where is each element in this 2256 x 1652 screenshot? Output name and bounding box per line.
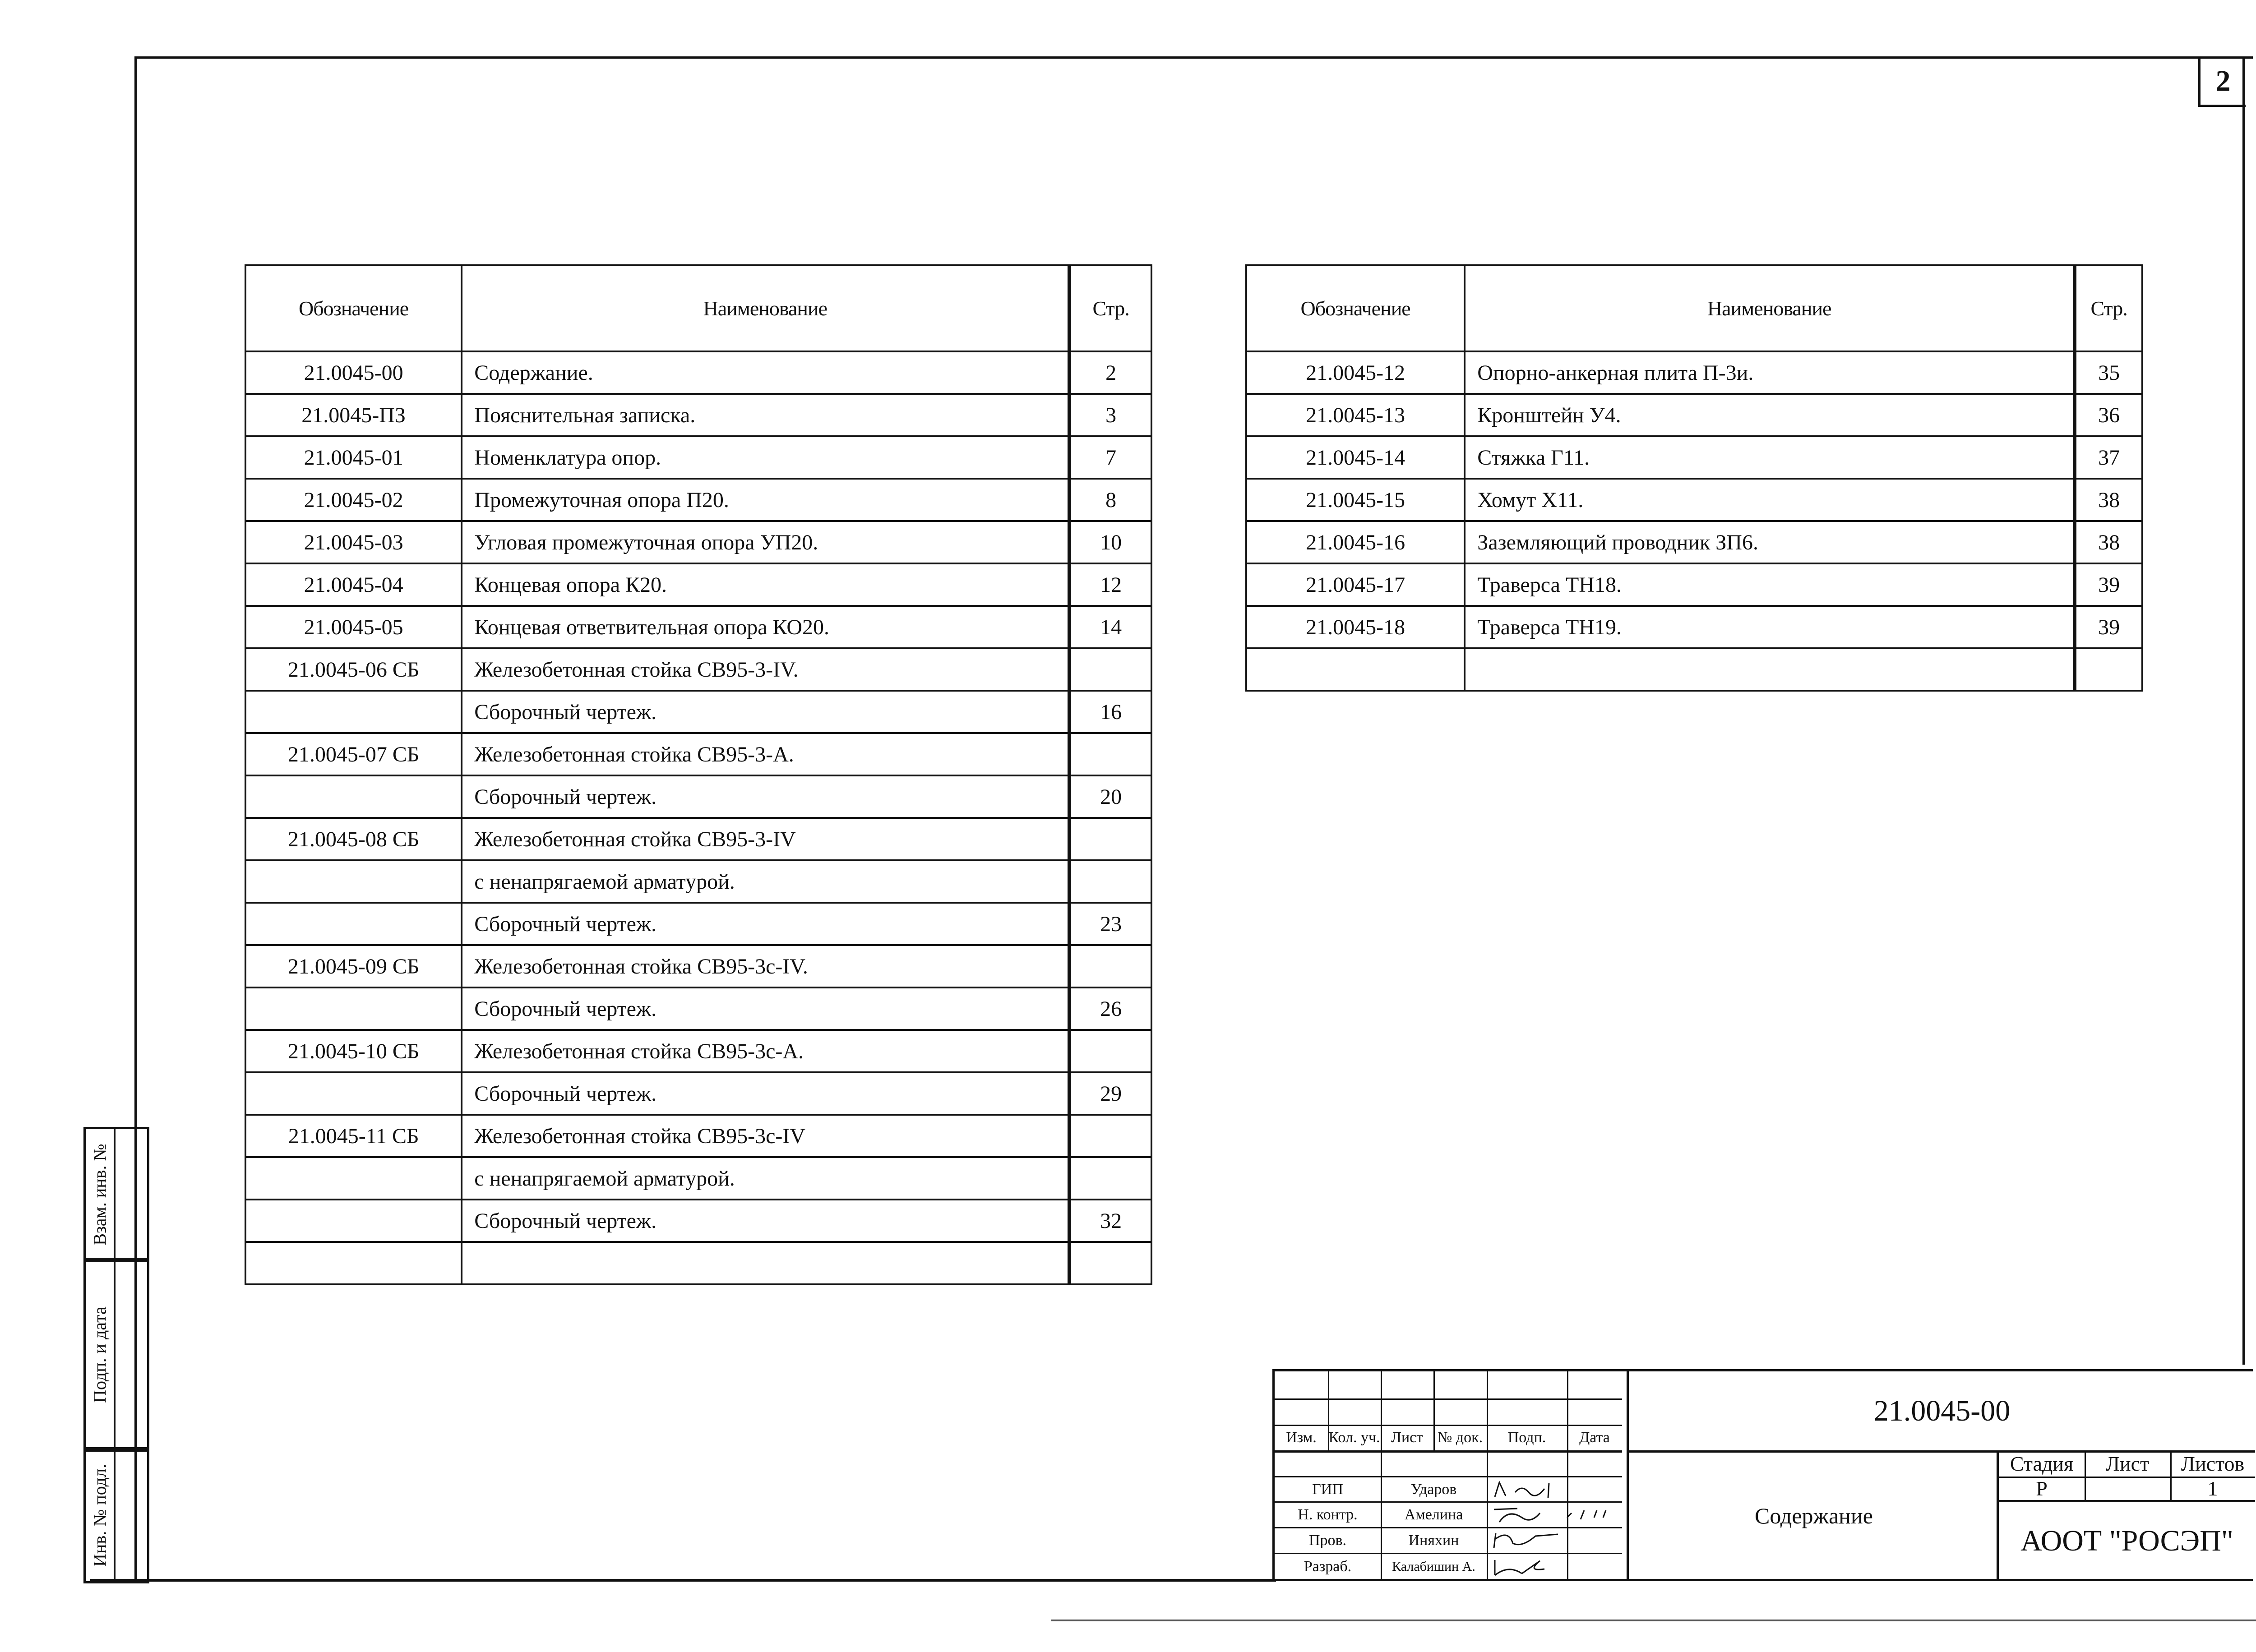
- cell-code: [245, 1072, 462, 1115]
- table-row: [245, 1157, 1151, 1200]
- cell-code: [245, 1242, 462, 1284]
- cell-page: 14: [1069, 606, 1151, 648]
- cell-page: 39: [2075, 606, 2142, 648]
- table-row: [245, 733, 1151, 775]
- cell-code: [245, 903, 462, 945]
- cell-page: 36: [2075, 394, 2142, 436]
- table-row: [1246, 606, 2142, 648]
- cell-page: 26: [1069, 988, 1151, 1030]
- cell-code: [245, 860, 462, 903]
- role-n-kontr: Н. контр.: [1298, 1506, 1358, 1523]
- cell-code: 21.0045-16: [1246, 521, 1465, 563]
- frame-bottom-edge: [90, 1579, 1276, 1582]
- cell-name: Железобетонная стойка СВ95-3с-IV: [462, 1115, 1069, 1157]
- side-label-sign-date: Подп. и дата: [89, 1306, 110, 1403]
- header-code: Обозначение: [245, 265, 462, 351]
- cell-page: [2075, 648, 2142, 691]
- title-block-bottom-edge: [1275, 1579, 2253, 1581]
- cell-name: Траверса ТН19.: [1465, 606, 2075, 648]
- cell-code: 21.0045-01: [245, 436, 462, 479]
- table-row: [245, 691, 1151, 733]
- cell-page: [1069, 1030, 1151, 1072]
- table-row: [1246, 563, 2142, 606]
- cell-page: 38: [2075, 521, 2142, 563]
- cell-page: [1069, 945, 1151, 988]
- cell-name: Траверса ТН18.: [1465, 563, 2075, 606]
- sheet-value: [2085, 1477, 2172, 1502]
- hdr-izm: Изм.: [1286, 1429, 1317, 1446]
- cell-code: 21.0045-04: [245, 563, 462, 606]
- contents-table-right: [1245, 264, 2143, 692]
- title-block: [1272, 1369, 2253, 1581]
- organization-name: АООТ "РОСЭП": [2020, 1524, 2233, 1557]
- cell-page: 16: [1069, 691, 1151, 733]
- header-name: Наименование: [462, 265, 1069, 351]
- cell-page: 20: [1069, 775, 1151, 818]
- cell-code: 21.0045-08 СБ: [245, 818, 462, 860]
- header-code: Обозначение: [1246, 265, 1465, 351]
- cell-code: 21.0045-09 СБ: [245, 945, 462, 988]
- cell-code: 21.0045-05: [245, 606, 462, 648]
- cell-page: 37: [2075, 436, 2142, 479]
- cell-page: [1069, 1242, 1151, 1284]
- cell-name: Концевая опора К20.: [462, 563, 1069, 606]
- role-razrab: Разраб.: [1304, 1558, 1352, 1575]
- table-row: [245, 1030, 1151, 1072]
- cell-name: Кронштейн У4.: [1465, 394, 2075, 436]
- frame-right-edge: [2242, 56, 2245, 1365]
- cell-code: 21.0045-02: [245, 479, 462, 521]
- cell-code: 21.0045-03: [245, 521, 462, 563]
- cell-page: [1069, 818, 1151, 860]
- cell-page: 8: [1069, 479, 1151, 521]
- table-row: [245, 1200, 1151, 1242]
- cell-name: Содержание.: [462, 351, 1069, 394]
- cell-name: Сборочный чертеж.: [462, 903, 1069, 945]
- cell-code: 21.0045-13: [1246, 394, 1465, 436]
- cell-name: Железобетонная стойка СВ95-3-IV.: [462, 648, 1069, 691]
- stage-label: Стадия: [1999, 1450, 2086, 1478]
- table-row: [245, 860, 1151, 903]
- cell-code: 21.0045-18: [1246, 606, 1465, 648]
- cell-name: Сборочный чертеж.: [462, 988, 1069, 1030]
- hdr-list: Лист: [1391, 1429, 1424, 1446]
- person-gip: Ударов: [1410, 1481, 1457, 1498]
- cell-page: 3: [1069, 394, 1151, 436]
- stage-value: Р: [1999, 1477, 2086, 1502]
- cell-code: [245, 1157, 462, 1200]
- hdr-sign: Подп.: [1507, 1429, 1546, 1446]
- role-prov: Пров.: [1308, 1532, 1347, 1549]
- cell-name: Номенклатура опор.: [462, 436, 1069, 479]
- cell-page: 39: [2075, 563, 2142, 606]
- side-label-replaced-inv: Взам. инв. №: [89, 1144, 110, 1246]
- cell-page: 29: [1069, 1072, 1151, 1115]
- cell-name: Пояснительная записка.: [462, 394, 1069, 436]
- cell-code: 21.0045-00: [245, 351, 462, 394]
- cell-code: 21.0045-12: [1246, 351, 1465, 394]
- person-prov: Иняхин: [1408, 1532, 1459, 1549]
- cell-page: 10: [1069, 521, 1151, 563]
- cell-page: [1069, 1157, 1151, 1200]
- table-row: [245, 988, 1151, 1030]
- table-header-row: [245, 265, 1151, 351]
- table-row: [1246, 521, 2142, 563]
- scan-edge-line: [1051, 1620, 2256, 1621]
- stage-block: [1997, 1450, 2255, 1581]
- cell-code: 21.0045-14: [1246, 436, 1465, 479]
- table-header-row: [1246, 265, 2142, 351]
- table-row: [1246, 479, 2142, 521]
- cell-name: Железобетонная стойка СВ95-3-А.: [462, 733, 1069, 775]
- header-name: Наименование: [1465, 265, 2075, 351]
- cell-name: Заземляющий проводник ЗП6.: [1465, 521, 2075, 563]
- cell-name: с ненапрягаемой арматурой.: [462, 860, 1069, 903]
- header-page: Стр.: [1069, 265, 1151, 351]
- signature-razrab: [1490, 1555, 1563, 1577]
- cell-code: [245, 988, 462, 1030]
- cell-code: 21.0045-10 СБ: [245, 1030, 462, 1072]
- table-row: [245, 351, 1151, 394]
- table-row: [245, 818, 1151, 860]
- table-row: [245, 1242, 1151, 1284]
- table-row: [245, 1072, 1151, 1115]
- cell-name: Сборочный чертеж.: [462, 1200, 1069, 1242]
- cell-page: [1069, 648, 1151, 691]
- table-row: [245, 436, 1151, 479]
- sheets-label: Листов: [2170, 1450, 2255, 1478]
- document-title: Содержание: [1627, 1450, 1999, 1581]
- cell-name: Железобетонная стойка СВ95-3с-А.: [462, 1030, 1069, 1072]
- cell-page: 7: [1069, 436, 1151, 479]
- cell-code: 21.0045-15: [1246, 479, 1465, 521]
- cell-name: Концевая ответвительная опора КО20.: [462, 606, 1069, 648]
- table-row: [245, 521, 1151, 563]
- table-row: [1246, 351, 2142, 394]
- cell-code: [245, 775, 462, 818]
- page-number: 2: [2198, 58, 2246, 107]
- cell-page: 23: [1069, 903, 1151, 945]
- side-stamp-inv-orig: [83, 1447, 149, 1583]
- side-label-inv-orig: Инв. № подл.: [89, 1464, 110, 1567]
- side-stamp-sign-date: [83, 1258, 149, 1452]
- sheets-value: 1: [2170, 1477, 2255, 1502]
- table-row: [1246, 436, 2142, 479]
- cell-page: 32: [1069, 1200, 1151, 1242]
- cell-code: [245, 691, 462, 733]
- hdr-date: Дата: [1579, 1429, 1610, 1446]
- cell-name: Сборочный чертеж.: [462, 775, 1069, 818]
- table-row: [245, 648, 1151, 691]
- cell-name: [462, 1242, 1069, 1284]
- document-code: 21.0045-00: [1627, 1371, 2255, 1453]
- cell-code: [245, 1200, 462, 1242]
- cell-name: Угловая промежуточная опора УП20.: [462, 521, 1069, 563]
- cell-code: [1246, 648, 1465, 691]
- cell-name: [1465, 648, 2075, 691]
- cell-page: 2: [1069, 351, 1151, 394]
- cell-page: [1069, 860, 1151, 903]
- signature-prov: [1490, 1530, 1563, 1551]
- cell-code: 21.0045-06 СБ: [245, 648, 462, 691]
- header-page: Стр.: [2075, 265, 2142, 351]
- cell-name: Хомут Х11.: [1465, 479, 2075, 521]
- table-row: [1246, 648, 2142, 691]
- table-row: [245, 903, 1151, 945]
- table-row: [245, 394, 1151, 436]
- cell-name: Сборочный чертеж.: [462, 1072, 1069, 1115]
- side-stamp-replaced-inv: [83, 1127, 149, 1262]
- table-row: [245, 945, 1151, 988]
- cell-page: 38: [2075, 479, 2142, 521]
- table-row: [245, 479, 1151, 521]
- cell-page: [1069, 733, 1151, 775]
- cell-page: 12: [1069, 563, 1151, 606]
- cell-name: с ненапрягаемой арматурой.: [462, 1157, 1069, 1200]
- person-razrab: Калабишин А.: [1392, 1559, 1475, 1574]
- cell-name: Опорно-анкерная плита П-3и.: [1465, 351, 2075, 394]
- signature-gip: [1490, 1479, 1563, 1500]
- table-row: [245, 775, 1151, 818]
- cell-code: 21.0045-07 СБ: [245, 733, 462, 775]
- table-row: [245, 1115, 1151, 1157]
- cell-name: Промежуточная опора П20.: [462, 479, 1069, 521]
- cell-name: Стяжка Г11.: [1465, 436, 2075, 479]
- cell-name: Железобетонная стойка СВ95-3с-IV.: [462, 945, 1069, 988]
- cell-page: [1069, 1115, 1151, 1157]
- signature-n-kontr: [1490, 1504, 1617, 1526]
- person-n-kontr: Амелина: [1404, 1506, 1463, 1523]
- cell-code: 21.0045-ПЗ: [245, 394, 462, 436]
- cell-page: 35: [2075, 351, 2142, 394]
- role-gip: ГИП: [1312, 1481, 1343, 1498]
- table-row: [245, 563, 1151, 606]
- cell-code: 21.0045-11 СБ: [245, 1115, 462, 1157]
- table-row: [245, 606, 1151, 648]
- contents-table-left: [245, 264, 1152, 1285]
- revision-grid: [1275, 1371, 1622, 1581]
- hdr-kol-uch: Кол. уч.: [1328, 1429, 1380, 1446]
- cell-code: 21.0045-17: [1246, 563, 1465, 606]
- cell-name: Сборочный чертеж.: [462, 691, 1069, 733]
- cell-name: Железобетонная стойка СВ95-3-IV: [462, 818, 1069, 860]
- sheet-label: Лист: [2085, 1450, 2172, 1478]
- table-row: [1246, 394, 2142, 436]
- hdr-doc-num: № док.: [1437, 1429, 1483, 1446]
